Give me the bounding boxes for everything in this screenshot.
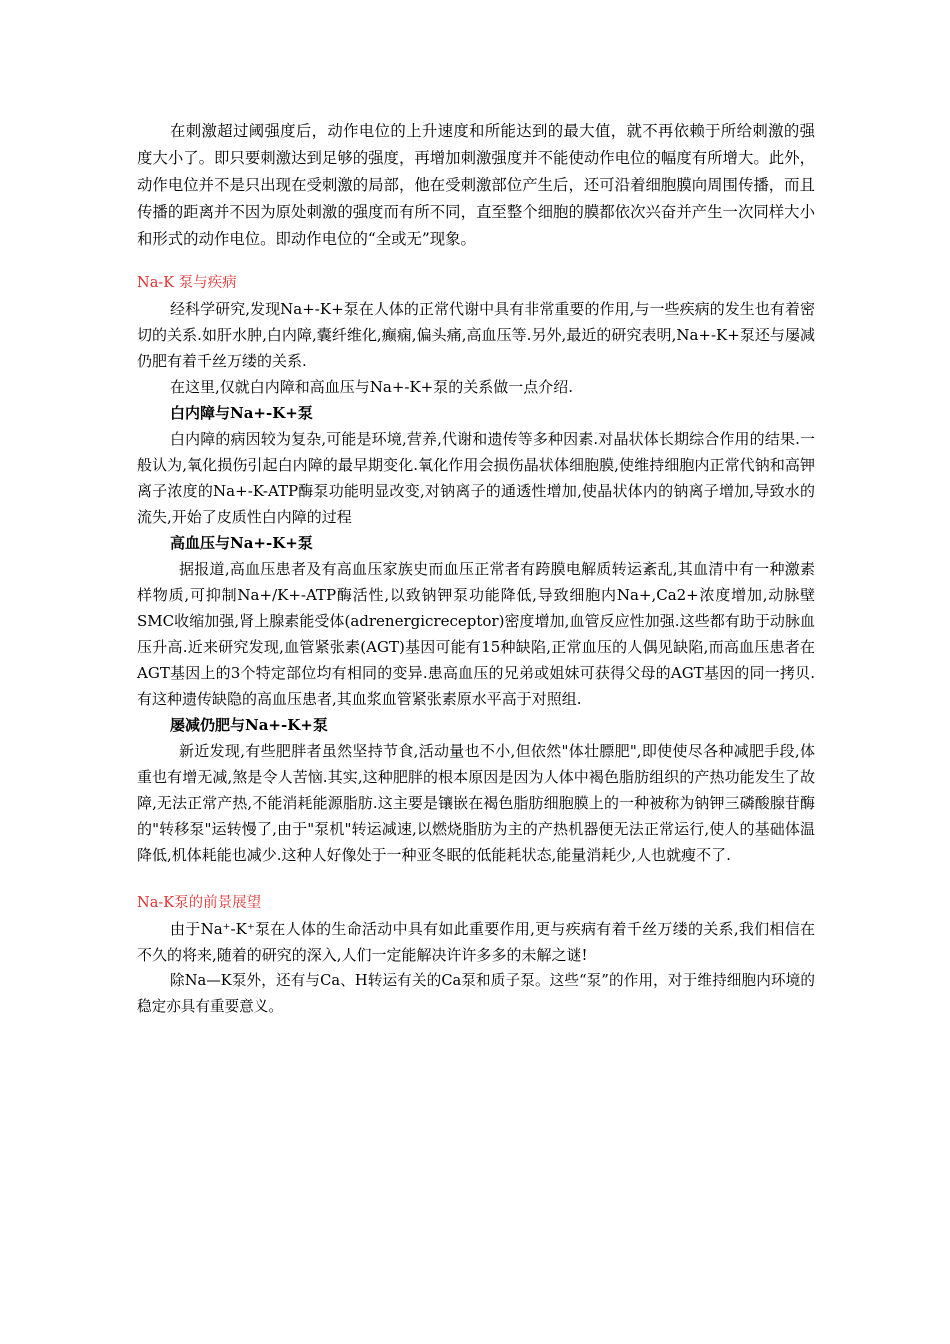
hypertension-paragraph: 据报道,高血压患者及有高血压家族史而血压正常者有跨膜电解质转运紊乱,其血清中有一种激素样物质,可抑制Na+/K+-ATP酶活性,以致钠钾泵功能降低,导致细胞内Na+,Ca2+浓度增加,动脉壁SMC收缩加强,肾上腺素能受体(adrenergicreceptor)密度增加,血管反应性加强.这些都有助于动脉血压升高.近来研究发现,血管紧张素(AGT)基因可能有15种缺陷,正常血压的人偶见缺陷,而高血压患者在AGT基因上的3个特定部位均有相同的变异.患高血压的兄弟或姐妹可获得父母的AGT基因的同一拷贝.有这种遗传缺隐的高血压患者,其血浆血管紧张素原水平高于对照组.: [137, 560, 815, 708]
obesity-paragraph: 新近发现,有些肥胖者虽然坚持节食,活动量也不小,但依然"体壮膘肥",即使使尽各种减肥手段,体重也有增无减,煞是令人苦恼.其实,这种肥胖的根本原因是因为人体中褐色脂肪组织的产热功能发生了故障,无法正常产热,不能消耗能源脂肪.这主要是镶嵌在褐色脂肪细胞膜上的一种被称为钠钾三磷酸腺苷酶的"转移泵"运转慢了,由于"泵机"转运减速,以燃烧脂肪为主的产热机器便无法正常运行,使人的基础体温降低,机体耗能也减少.这种人好像处于一种亚冬眠的低能耗状态,能量消耗少,人也就瘦不了.: [137, 742, 815, 864]
subheading-hypertension: 高血压与Na+-K+泵: [170, 534, 313, 552]
section1-paragraph-1: 经科学研究,发现Na+-K+泵在人体的正常代谢中具有非常重要的作用,与一些疾病的发生也有着密切的关系.如肝水肿,白内障,囊纤维化,癫痫,偏头痛,高血压等.另外,最近的研究表明,Na+-K+泵还与屡减仍肥有着千丝万缕的关系.: [137, 300, 815, 370]
spacer: [137, 868, 815, 890]
outlook-paragraph-2: 除Na—K泵外，还有与Ca、H转运有关的Ca泵和质子泵。这些“泵”的作用，对于维持细胞内环境的稳定亦具有重要意义。: [137, 972, 815, 1015]
cataract-paragraph: 白内障的病因较为复杂,可能是环境,营养,代谢和遗传等多种因素.对晶状体长期综合作用的结果.一般认为,氧化损伤引起白内障的最早期变化.氧化作用会损伤晶状体细胞膜,使维持细胞内正常代钠和高钾离子浓度的Na+-K-ATP酶泵功能明显改变,对钠离子的通透性增加,使晶状体内的钠离子增加,导致水的流失,开始了皮质性白内障的过程: [137, 430, 815, 526]
subheading-obesity: 屡减仍肥与Na+-K+泵: [170, 716, 328, 734]
section-heading-outlook: Na-K泵的前景展望: [137, 895, 262, 911]
section1-paragraph-2: 在这里,仅就白内障和高血压与Na+-K+泵的关系做一点介绍.: [170, 378, 574, 396]
spacer: [137, 253, 815, 270]
document-page: [137, 118, 815, 1020]
section-heading-pump-disease: Na-K 泵与疾病: [137, 275, 237, 291]
outlook-paragraph-1: 由于Na⁺-K⁺泵在人体的生命活动中具有如此重要作用,更与疾病有着千丝万缕的关系,我们相信在不久的将来,随着的研究的深入,人们一定能解决许许多多的未解之谜!: [137, 920, 815, 964]
intro-paragraph: 在刺激超过阈强度后，动作电位的上升速度和所能达到的最大值，就不再依赖于所给刺激的强度大小了。即只要刺激达到足够的强度，再增加刺激强度并不能使动作电位的幅度有所增大。此外，动作电位并不是只出现在受刺激的局部，他在受刺激部位产生后，还可沿着细胞膜向周围传播，而且传播的距离并不因为原处刺激的强度而有所不同，直至整个细胞的膜都依次兴奋并产生一次同样大小和形式的动作电位。即动作电位的“全或无”现象。: [137, 122, 815, 248]
subheading-cataract: 白内障与Na+-K+泵: [170, 404, 313, 422]
